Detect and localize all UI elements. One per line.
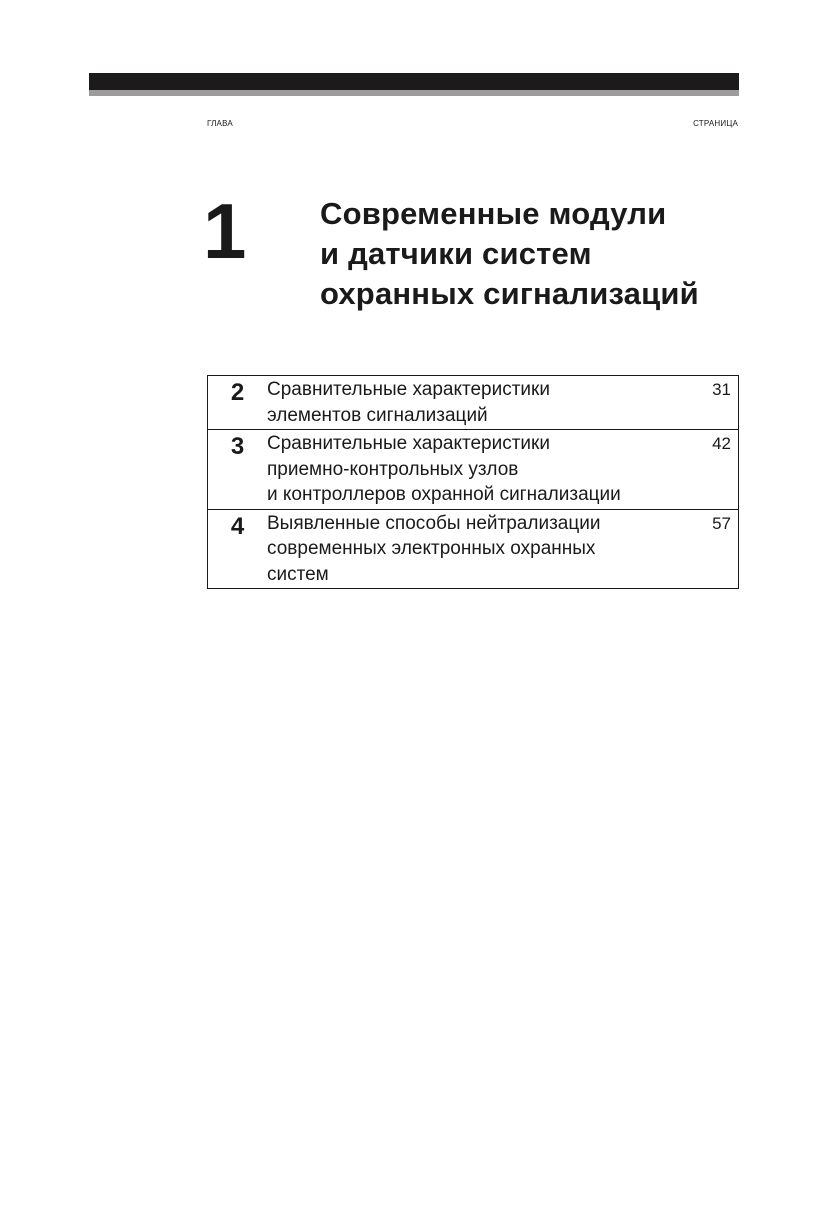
- toc-chapter-number: 4: [208, 509, 268, 589]
- chapter-title-line: и датчики систем: [320, 236, 592, 271]
- toc-chapter-title: [267, 430, 691, 510]
- chapter-number: 1: [203, 187, 247, 275]
- toc-page-number: 42: [691, 430, 739, 510]
- toc-row[interactable]: [208, 430, 739, 510]
- chapter-title-line: охранных сигнализаций: [320, 276, 699, 311]
- toc-chapter-number: 2: [208, 376, 268, 430]
- toc-title-line: элементов сигнализаций: [267, 404, 488, 426]
- page-column-label: СТРАНИЦА: [693, 119, 738, 128]
- chapter-title-line: Современные модули: [320, 196, 667, 231]
- toc-title-line: приемно-контрольных узлов: [267, 458, 519, 480]
- toc-title-line: современных электронных охранных: [267, 538, 596, 559]
- toc-title-line: Сравнительные характеристики: [267, 433, 550, 454]
- header-gray-bar: [89, 90, 739, 96]
- toc-page-number: 57: [691, 509, 739, 589]
- toc-table: [207, 375, 739, 589]
- toc-title-line: Сравнительные характеристики: [267, 379, 550, 400]
- toc-title-line: и контроллеров охранной сигнализации: [267, 484, 621, 505]
- chapter-column-label: ГЛАВА: [207, 119, 233, 128]
- toc-chapter-number: 3: [208, 430, 268, 510]
- toc-title-line: систем: [267, 563, 329, 585]
- toc-row[interactable]: [208, 376, 739, 430]
- chapter-title: [320, 194, 750, 314]
- header-black-bar: [89, 73, 739, 90]
- toc-row[interactable]: [208, 509, 739, 589]
- toc-chapter-title: [267, 509, 691, 589]
- toc-chapter-title: [267, 376, 691, 430]
- toc-title-line: Выявленные способы нейтрализации: [267, 512, 601, 534]
- toc-page-number: 31: [691, 376, 739, 430]
